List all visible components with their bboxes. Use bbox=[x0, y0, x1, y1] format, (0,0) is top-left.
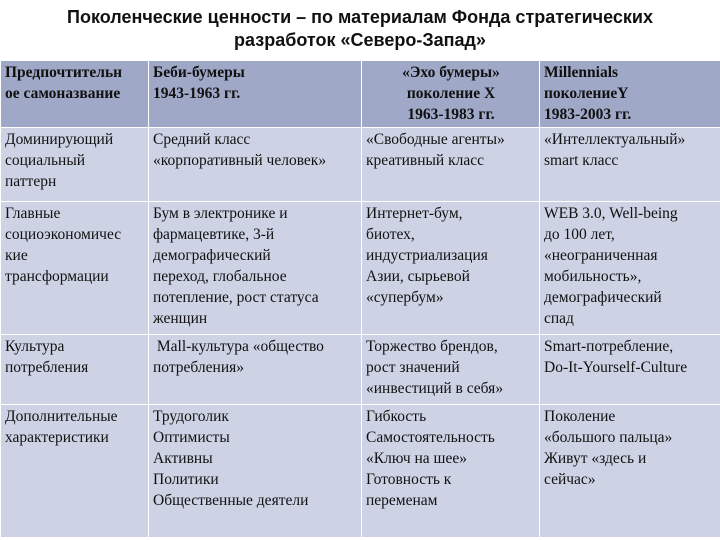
table-row bbox=[1, 405, 720, 538]
gen-x-cell: Торжество брендов, рост значений «инвестиций в себя» bbox=[362, 335, 540, 405]
title-line-1: Поколенческие ценности – по материалам Фонда стратегических bbox=[67, 7, 653, 27]
row-label-cell: Дополнительные характеристики bbox=[1, 405, 149, 538]
gen-x-cell: Интернет-бум, биотех, индустриализация Азии, сырьевой «супербум» bbox=[362, 202, 540, 335]
header-cell-boomers: Беби-бумеры 1943-1963 гг. bbox=[149, 61, 362, 128]
page-title bbox=[0, 6, 720, 52]
table-header-row bbox=[1, 61, 720, 128]
gen-x-cell: Гибкость Самостоятельность «Ключ на шее» Готовность к переменам bbox=[362, 405, 540, 538]
boomers-cell: Средний класс «корпоративный человек» bbox=[149, 128, 362, 202]
generations-table bbox=[0, 60, 720, 538]
table-row bbox=[1, 128, 720, 202]
boomers-cell: Mall-культура «общество потребления» bbox=[149, 335, 362, 405]
millennials-cell: Поколение «большого пальца» Живут «здесь и сейчас» bbox=[540, 405, 720, 538]
header-cell-self-name: Предпочтительн ое самоназвание bbox=[1, 61, 149, 128]
row-label-cell: Главные социоэкономичес кие трансформации bbox=[1, 202, 149, 335]
gen-x-cell: «Свободные агенты» креативный класс bbox=[362, 128, 540, 202]
header-cell-millennials: Millennials поколениеY 1983-2003 гг. bbox=[540, 61, 720, 128]
boomers-cell: Трудоголик Оптимисты Активны Политики Общественные деятели bbox=[149, 405, 362, 538]
row-label-cell: Культура потребления bbox=[1, 335, 149, 405]
table-row bbox=[1, 202, 720, 335]
millennials-cell: WEB 3.0, Well-being до 100 лет, «неограниченная мобильность», демографический спад bbox=[540, 202, 720, 335]
title-line-2: разработок «Северо-Запад» bbox=[234, 30, 486, 50]
header-cell-gen-x: «Эхо бумеры» поколение X 1963-1983 гг. bbox=[362, 61, 540, 128]
table-row bbox=[1, 335, 720, 405]
millennials-cell: «Интеллектуальный» smart класс bbox=[540, 128, 720, 202]
millennials-cell: Smart-потребление, Do-It-Yourself-Culture bbox=[540, 335, 720, 405]
boomers-cell: Бум в электронике и фармацевтике, 3-й демографический переход, глобальное потепление, рост статуса женщин bbox=[149, 202, 362, 335]
row-label-cell: Доминирующий социальный паттерн bbox=[1, 128, 149, 202]
